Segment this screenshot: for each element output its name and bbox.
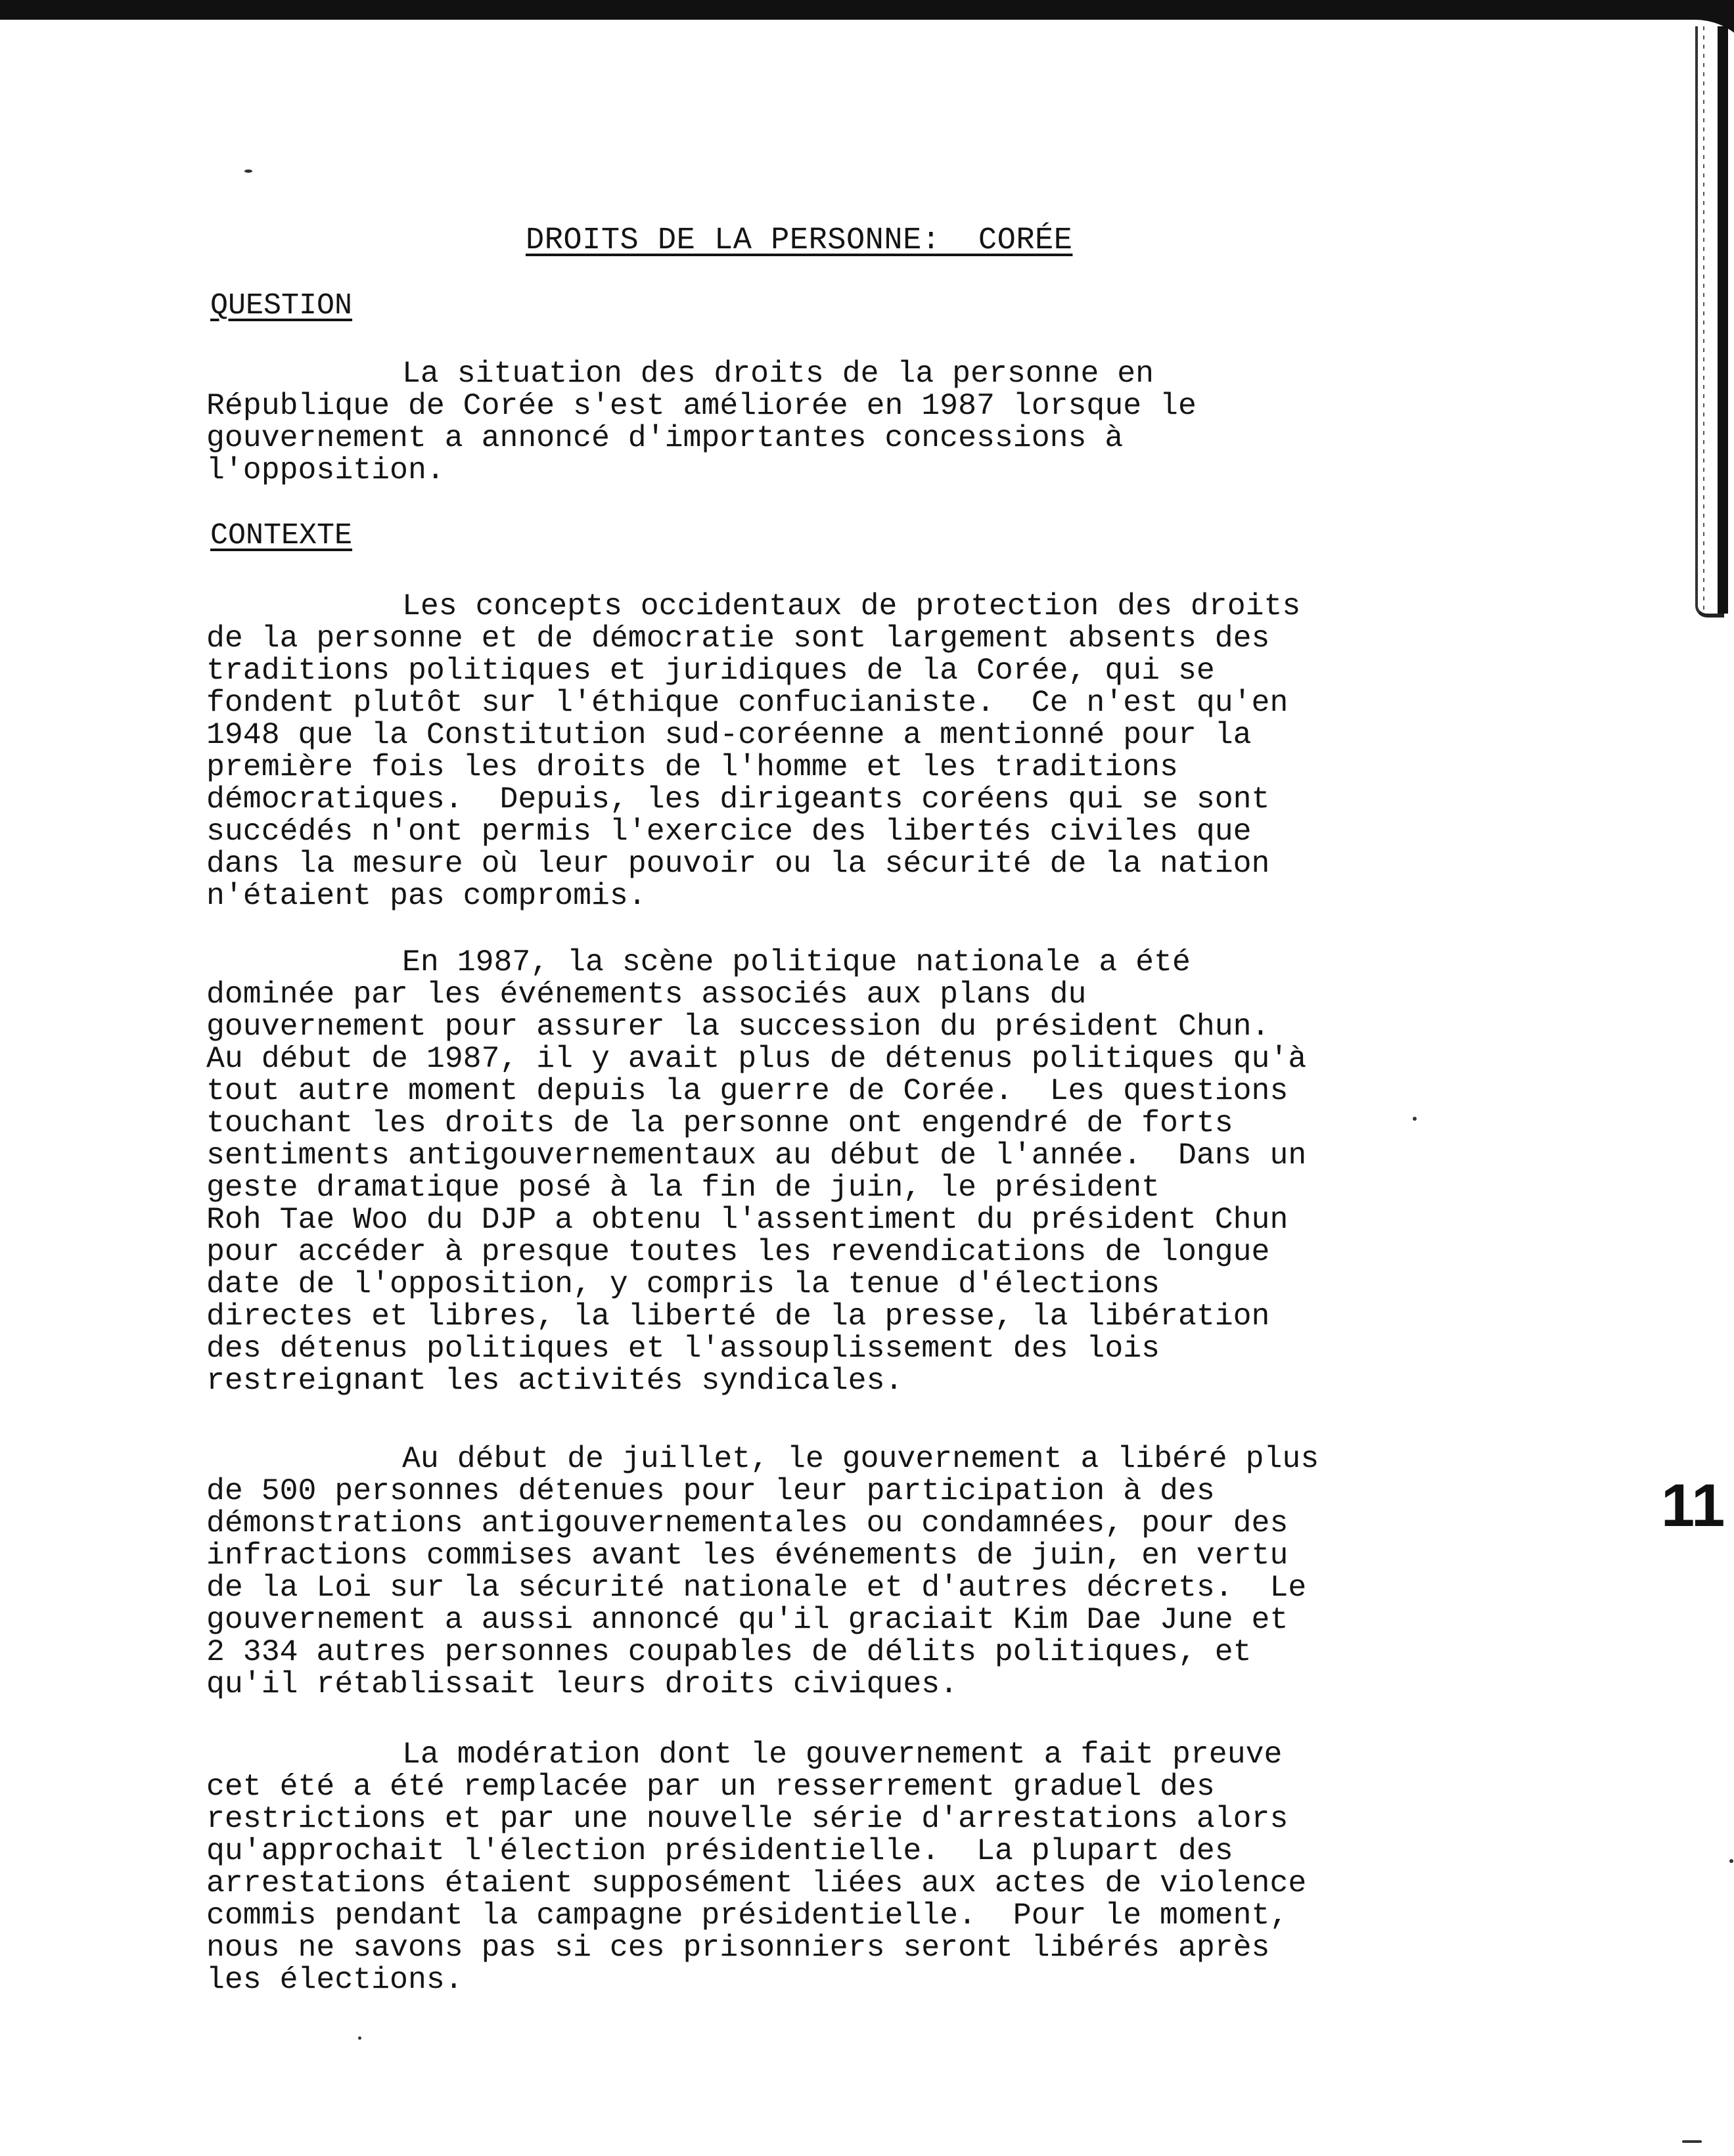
binder-edge: [1695, 26, 1724, 618]
scan-speck: [358, 2036, 361, 2040]
text-line: dans la mesure où leur pouvoir ou la sécurité de la nation: [206, 846, 1270, 881]
scan-speck: [1729, 1859, 1733, 1863]
text-line: de la Loi sur la sécurité nationale et d'autres décrets. Le: [206, 1570, 1307, 1605]
scan-speck: [244, 169, 252, 173]
text-line: de 500 personnes détenues pour leur participation à des: [206, 1473, 1215, 1508]
text-line: restrictions et par une nouvelle série d'arrestations alors: [206, 1801, 1289, 1836]
text-line: 2 334 autres personnes coupables de délits politiques, et: [206, 1634, 1252, 1669]
text-line: dominée par les événements associés aux plans du: [206, 977, 1087, 1012]
text-line: succédés n'ont permis l'exercice des libertés civiles que: [206, 814, 1252, 849]
text-line: pour accéder à presque toutes les revendications de longue: [206, 1234, 1270, 1269]
text-line: Les concepts occidentaux de protection des droits: [402, 589, 1301, 623]
text-line: En 1987, la scène politique nationale a été: [402, 945, 1191, 979]
text-line: qu'approchait l'élection présidentielle. La plupart des: [206, 1833, 1233, 1868]
text-line: les élections.: [206, 1962, 463, 1997]
text-line: démocratiques. Depuis, les dirigeants coréens qui se sont: [206, 782, 1270, 817]
text-line: de la personne et de démocratie sont largement absents des: [206, 621, 1270, 656]
text-line: traditions politiques et juridiques de la Corée, qui se: [206, 653, 1215, 688]
text-line: qu'il rétablissait leurs droits civiques.: [206, 1667, 959, 1701]
text-line: première fois les droits de l'homme et les traditions: [206, 750, 1178, 784]
text-line: directes et libres, la liberté de la presse, la libération: [206, 1299, 1270, 1334]
text-line: geste dramatique posé à la fin de juin, le président: [206, 1170, 1160, 1205]
text-line: sentiments antigouvernementaux au début de l'année. Dans un: [206, 1138, 1307, 1173]
scan-top-border: [0, 0, 1734, 20]
text-line: touchant les droits de la personne ont engendré de forts: [206, 1106, 1233, 1140]
page-tab-number: 11: [1661, 1472, 1725, 1539]
text-line: La situation des droits de la personne en: [402, 356, 1154, 391]
text-line: n'étaient pas compromis.: [206, 878, 647, 913]
document-title: DROITS DE LA PERSONNE: CORÉE: [526, 223, 1073, 258]
text-line: gouvernement pour assurer la succession du président Chun.: [206, 1009, 1270, 1044]
text-line: La modération dont le gouvernement a fait preuve: [402, 1737, 1283, 1772]
text-line: infractions commises avant les événements de juin, en vertu: [206, 1538, 1289, 1573]
text-line: date de l'opposition, y compris la tenue d'élections: [206, 1267, 1160, 1301]
paragraph-contexte-2: [206, 946, 1422, 1397]
text-line: gouvernement a annoncé d'importantes concessions à: [206, 420, 1124, 455]
section-heading-contexte: CONTEXTE: [210, 519, 353, 552]
text-line: Au début de juillet, le gouvernement a libéré plus: [402, 1441, 1319, 1476]
text-line: 1948 que la Constitution sud-coréenne a mentionné pour la: [206, 717, 1252, 752]
text-line: démonstrations antigouvernementales ou condamnées, pour des: [206, 1506, 1289, 1540]
paragraph-contexte-3: [206, 1443, 1422, 1700]
text-line: fondent plutôt sur l'éthique confucianiste. Ce n'est qu'en: [206, 685, 1289, 720]
section-heading-question: QUESTION: [210, 289, 353, 323]
paragraph-contexte-1: [206, 590, 1422, 912]
text-line: des détenus politiques et l'assouplissement des lois: [206, 1331, 1160, 1366]
text-line: République de Corée s'est améliorée en 1987 lorsque le: [206, 388, 1197, 423]
text-line: restreignant les activités syndicales.: [206, 1363, 903, 1398]
text-line: Au début de 1987, il y avait plus de détenus politiques qu'à: [206, 1041, 1307, 1076]
text-line: gouvernement a aussi annoncé qu'il graciait Kim Dae June et: [206, 1602, 1289, 1637]
paragraph-question: [206, 357, 1422, 486]
text-line: arrestations étaient supposément liées aux actes de violence: [206, 1866, 1307, 1900]
text-line: commis pendant la campagne présidentielle. Pour le moment,: [206, 1898, 1289, 1933]
scan-speck: [1682, 2140, 1702, 2143]
text-line: nous ne savons pas si ces prisonniers seront libérés après: [206, 1930, 1270, 1965]
paragraph-contexte-4: [206, 1738, 1422, 1996]
text-line: l'opposition.: [206, 453, 445, 487]
text-line: cet été a été remplacée par un resserrement graduel des: [206, 1769, 1215, 1804]
text-line: tout autre moment depuis la guerre de Corée. Les questions: [206, 1073, 1289, 1108]
text-line: Roh Tae Woo du DJP a obtenu l'assentiment du président Chun: [206, 1202, 1289, 1237]
